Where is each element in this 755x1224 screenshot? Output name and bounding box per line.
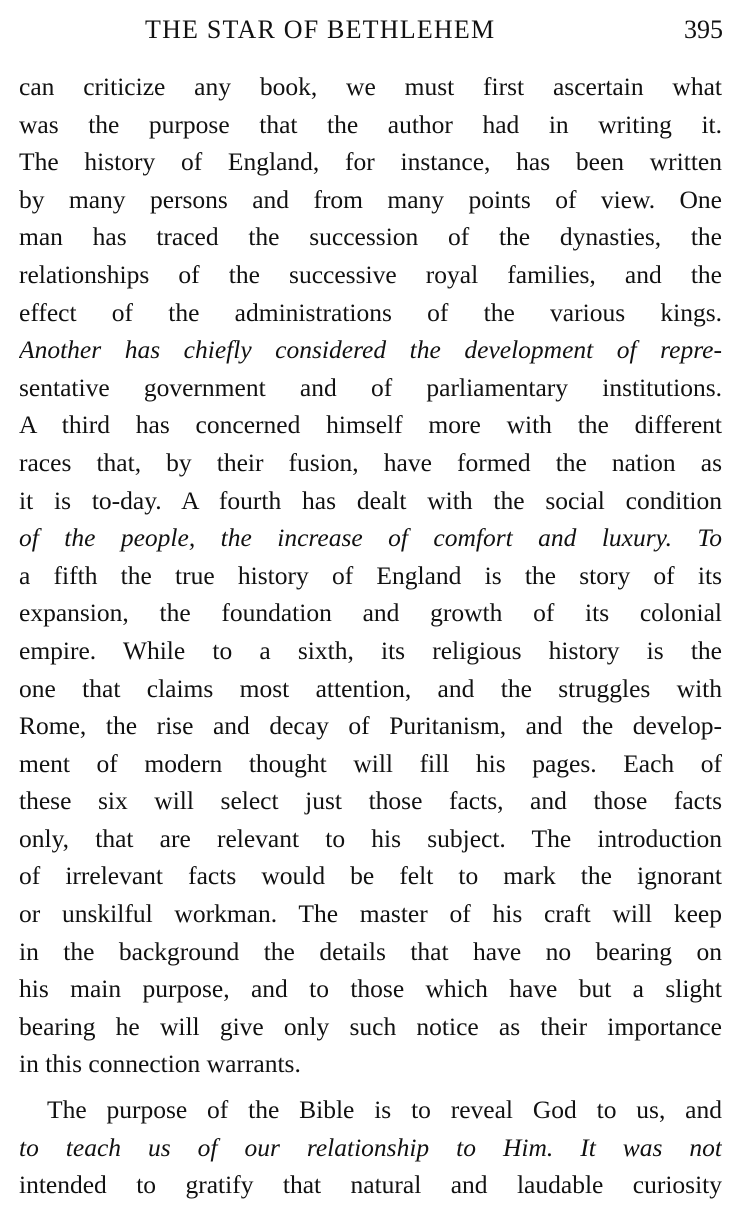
text-line: was the purpose that the author had in writing it.: [19, 109, 722, 139]
text-line: ment of modern thought will fill his pages. Each of: [19, 748, 722, 778]
text-line: of the people, the increase of comfort and luxury. To: [19, 523, 722, 553]
text-line: bearing he will give only such notice as their importance: [19, 1011, 722, 1041]
text-line: his main purpose, and to those which have but a slight: [19, 974, 722, 1004]
text-line: these six will select just those facts, and those facts: [19, 786, 722, 816]
page-number: 395: [684, 15, 723, 44]
text-line: intended to gratify that natural and laudable curiosity: [19, 1170, 722, 1200]
text-line: in this connection warrants.: [19, 1049, 301, 1079]
text-line: it is to-day. A fourth has dealt with the social condition: [19, 485, 722, 515]
text-line: in the background the details that have no bearing on: [19, 936, 722, 966]
text-line: The history of England, for instance, has been written: [19, 147, 722, 177]
text-line: Rome, the rise and decay of Puritanism, and the develop-: [19, 711, 722, 741]
text-line: empire. While to a sixth, its religious history is the: [19, 635, 722, 665]
text-line: Another has chiefly considered the development of repre-: [19, 335, 722, 365]
text-line: one that claims most attention, and the struggles with: [19, 673, 722, 703]
text-line: The purpose of the Bible is to reveal God to us, and: [47, 1095, 722, 1125]
text-line: man has traced the succession of the dynasties, the: [19, 222, 722, 252]
text-line: expansion, the foundation and growth of its colonial: [19, 598, 722, 628]
text-line: of irrelevant facts would be felt to mark the ignorant: [19, 861, 722, 891]
text-line: relationships of the successive royal families, and the: [19, 259, 722, 289]
text-line: to teach us of our relationship to Him. It was not: [19, 1132, 722, 1162]
text-line: or unskilful workman. The master of his craft will keep: [19, 899, 722, 929]
text-line: A third has concerned himself more with the different: [19, 410, 722, 440]
text-line: can criticize any book, we must first ascertain what: [19, 72, 722, 101]
text-line: sentative government and of parliamentary institutions.: [19, 372, 722, 402]
paragraph-2: [19, 1091, 722, 1204]
running-header: [0, 12, 755, 48]
body-text: [19, 68, 722, 1204]
text-line: races that, by their fusion, have formed the nation as: [19, 447, 722, 477]
running-title: THE STAR OF BETHLEHEM: [145, 15, 496, 44]
text-line: effect of the administrations of the various kings.: [19, 297, 722, 327]
paragraph-gap: [19, 1083, 722, 1091]
text-line: a fifth the true history of England is the story of its: [19, 560, 722, 590]
text-line: by many persons and from many points of view. One: [19, 184, 722, 214]
text-line: only, that are relevant to his subject. The introduction: [19, 823, 722, 853]
paragraph-1: [19, 68, 722, 1083]
